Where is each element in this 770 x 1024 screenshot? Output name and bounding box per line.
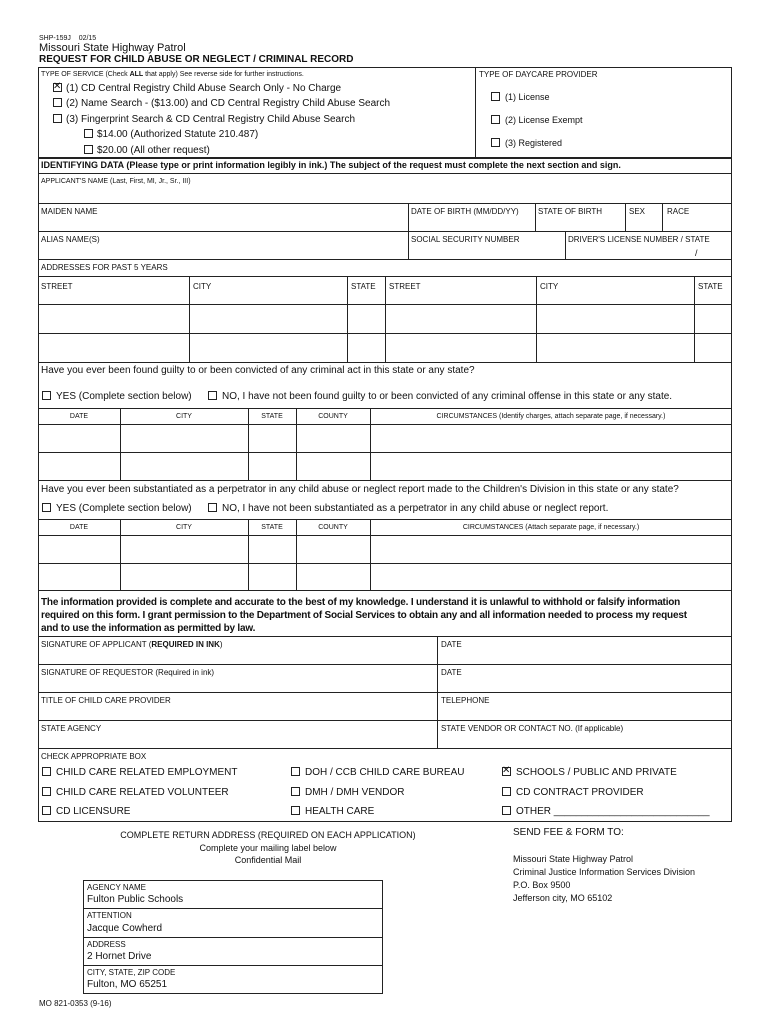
criminal-no-checkbox[interactable]: [208, 391, 217, 400]
abuse-yes-label: YES (Complete section below): [56, 503, 192, 514]
fee-14-label: $14.00 (Authorized Statute 210.487): [97, 129, 259, 140]
alias-label: ALIAS NAME(S): [41, 235, 100, 244]
service-header: TYPE OF SERVICE (Check ALL that apply) See reverse side for further instructions.: [41, 71, 304, 78]
state-agency-label: STATE AGENCY: [41, 724, 102, 733]
daycare-exempt-label: (2) License Exempt: [505, 115, 583, 125]
attention-value[interactable]: Jacque Cowherd: [87, 923, 163, 934]
race-label: RACE: [667, 207, 690, 216]
address-state-label-right: STATE: [698, 282, 723, 291]
form-title: REQUEST FOR CHILD ABUSE OR NEGLECT / CRIMINAL RECORD: [39, 54, 354, 65]
send-to-line3: P.O. Box 9500: [513, 880, 571, 890]
abuse-col-state: STATE: [261, 524, 283, 531]
daycare-header: TYPE OF DAYCARE PROVIDER: [479, 70, 598, 79]
criminal-col-circumstances: CIRCUMSTANCES (Identify charges, attach separate page, if necessary.): [436, 413, 666, 420]
address-value[interactable]: 2 Hornet Drive: [87, 951, 152, 962]
abuse-col-county: COUNTY: [318, 524, 348, 531]
fee-20-label: $20.00 (All other request): [97, 145, 210, 156]
criminal-yes-label: YES (Complete section below): [56, 391, 192, 402]
purpose-dmh-label: DMH / DMH VENDOR: [305, 787, 405, 798]
city-state-zip-value[interactable]: Fulton, MO 65251: [87, 979, 168, 990]
daycare-exempt-checkbox[interactable]: [491, 115, 500, 124]
service-option-3-checkbox[interactable]: [53, 114, 62, 123]
fee-20-checkbox[interactable]: [84, 145, 93, 154]
service-option-2-checkbox[interactable]: [53, 98, 62, 107]
ssn-label: SOCIAL SECURITY NUMBER: [411, 235, 520, 244]
daycare-registered-checkbox[interactable]: [491, 138, 500, 147]
purpose-employment-checkbox[interactable]: [42, 767, 51, 776]
agency-name-label: AGENCY NAME: [87, 883, 146, 892]
dob-label: DATE OF BIRTH (MM/DD/YY): [411, 207, 519, 216]
send-to-line2: Criminal Justice Information Services Division: [513, 867, 696, 877]
attention-label: ATTENTION: [87, 911, 132, 920]
address-street-label-right: STREET: [389, 282, 421, 291]
purpose-health-label: HEALTH CARE: [305, 806, 375, 817]
purpose-licensure-checkbox[interactable]: [42, 806, 51, 815]
dl-slash: /: [695, 248, 698, 258]
abuse-col-city: CITY: [176, 524, 192, 531]
criminal-question: Have you ever been found guilty to or been convicted of any criminal act in this state or any state?: [41, 365, 475, 376]
abuse-col-date: DATE: [69, 524, 89, 531]
return-address-line1: COMPLETE RETURN ADDRESS (REQUIRED ON EACH APPLICATION): [120, 830, 416, 840]
daycare-license-checkbox[interactable]: [491, 92, 500, 101]
identifying-header: IDENTIFYING DATA (Please type or print information legibly in ink.) The subject of the request must complete the next section and sign.: [41, 160, 621, 170]
maiden-name-label: MAIDEN NAME: [41, 207, 98, 216]
criminal-col-city: CITY: [176, 413, 192, 420]
abuse-col-circumstances: CIRCUMSTANCES (Attach separate page, if necessary.): [462, 524, 640, 531]
telephone-label: TELEPHONE: [441, 696, 490, 705]
agency-name: Missouri State Highway Patrol: [39, 42, 186, 54]
return-address-line2: Complete your mailing label below: [199, 843, 337, 853]
abuse-question: Have you ever been substantiated as a perpetrator in any child abuse or neglect report made to the Children's Division in this state or any state?: [41, 484, 679, 495]
criminal-no-label: NO, I have not been found guilty to or been convicted of any criminal offense in this state or any state.: [222, 391, 673, 402]
addresses-header: ADDRESSES FOR PAST 5 YEARS: [41, 263, 168, 272]
service-option-1-label: (1) CD Central Registry Child Abuse Search Only - No Charge: [66, 83, 342, 94]
abuse-no-checkbox[interactable]: [208, 503, 217, 512]
service-option-2-label: (2) Name Search - ($13.00) and CD Central Registry Child Abuse Search: [66, 98, 391, 109]
fee-14-checkbox[interactable]: [84, 129, 93, 138]
form-code: SHP-159J 02/15: [39, 35, 97, 42]
purpose-schools-checkbox[interactable]: [502, 767, 511, 776]
city-state-zip-label: CITY, STATE, ZIP CODE: [87, 968, 176, 977]
address-city-label-left: CITY: [193, 282, 212, 291]
purpose-header: CHECK APPROPRIATE BOX: [41, 752, 147, 761]
send-to-line4: Jefferson city, MO 65102: [513, 893, 613, 903]
applicant-name-label: APPLICANT'S NAME (Last, First, MI, Jr., Sr., III): [41, 178, 191, 185]
agency-name-value[interactable]: Fulton Public Schools: [87, 894, 184, 905]
address-label: ADDRESS: [87, 940, 126, 949]
purpose-employment-label: CHILD CARE RELATED EMPLOYMENT: [56, 767, 238, 778]
service-option-1-checkbox[interactable]: [53, 83, 62, 92]
purpose-health-checkbox[interactable]: [291, 806, 300, 815]
applicant-date-label: DATE: [441, 640, 462, 649]
address-street-label-left: STREET: [41, 282, 73, 291]
abuse-no-label: NO, I have not been substantiated as a perpetrator in any child abuse or neglect report.: [222, 503, 609, 514]
applicant-signature-label: SIGNATURE OF APPLICANT (REQUIRED IN INK): [41, 640, 223, 649]
purpose-volunteer-checkbox[interactable]: [42, 787, 51, 796]
return-address-line3: Confidential Mail: [234, 855, 302, 865]
daycare-license-label: (1) License: [505, 92, 550, 102]
purpose-dmh-checkbox[interactable]: [291, 787, 300, 796]
purpose-doh-label: DOH / CCB CHILD CARE BUREAU: [305, 767, 465, 778]
criminal-col-state: STATE: [261, 413, 283, 420]
purpose-other-label: OTHER ____________________________: [516, 806, 710, 817]
daycare-registered-label: (3) Registered: [505, 138, 563, 148]
send-to-header: SEND FEE & FORM TO:: [513, 827, 624, 838]
purpose-schools-label: SCHOOLS / PUBLIC AND PRIVATE: [516, 767, 677, 778]
service-option-3-label: (3) Fingerprint Search & CD Central Registry Child Abuse Search: [66, 114, 356, 125]
send-to-line1: Missouri State Highway Patrol: [513, 854, 634, 864]
purpose-contract-checkbox[interactable]: [502, 787, 511, 796]
requestor-date-label: DATE: [441, 668, 462, 677]
purpose-volunteer-label: CHILD CARE RELATED VOLUNTEER: [56, 787, 229, 798]
abuse-yes-checkbox[interactable]: [42, 503, 51, 512]
provider-title-label: TITLE OF CHILD CARE PROVIDER: [41, 696, 171, 705]
state-of-birth-label: STATE OF BIRTH: [538, 207, 603, 216]
address-state-label-left: STATE: [351, 282, 376, 291]
criminal-col-date: DATE: [69, 413, 89, 420]
requestor-signature-label: SIGNATURE OF REQUESTOR (Required in ink): [41, 668, 215, 677]
sex-label: SEX: [629, 207, 646, 216]
criminal-yes-checkbox[interactable]: [42, 391, 51, 400]
address-city-label-right: CITY: [540, 282, 559, 291]
certification-text: The information provided is complete and accurate to the best of my knowledge. I understand it is unlawful to withhold or falsify information required on this form. I grant permission to the Department of Social Services to obtain any and all information needed to process my request and to use the information as permitted by law.: [41, 597, 687, 634]
vendor-label: STATE VENDOR OR CONTACT NO. (If applicable): [441, 724, 624, 733]
criminal-col-county: COUNTY: [318, 413, 348, 420]
dl-label: DRIVER'S LICENSE NUMBER / STATE: [568, 235, 710, 244]
purpose-doh-checkbox[interactable]: [291, 767, 300, 776]
footer-form-code: MO 821-0353 (9-16): [39, 999, 112, 1008]
purpose-other-checkbox[interactable]: [502, 806, 511, 815]
purpose-licensure-label: CD LICENSURE: [56, 806, 131, 817]
purpose-contract-label: CD CONTRACT PROVIDER: [516, 787, 644, 798]
